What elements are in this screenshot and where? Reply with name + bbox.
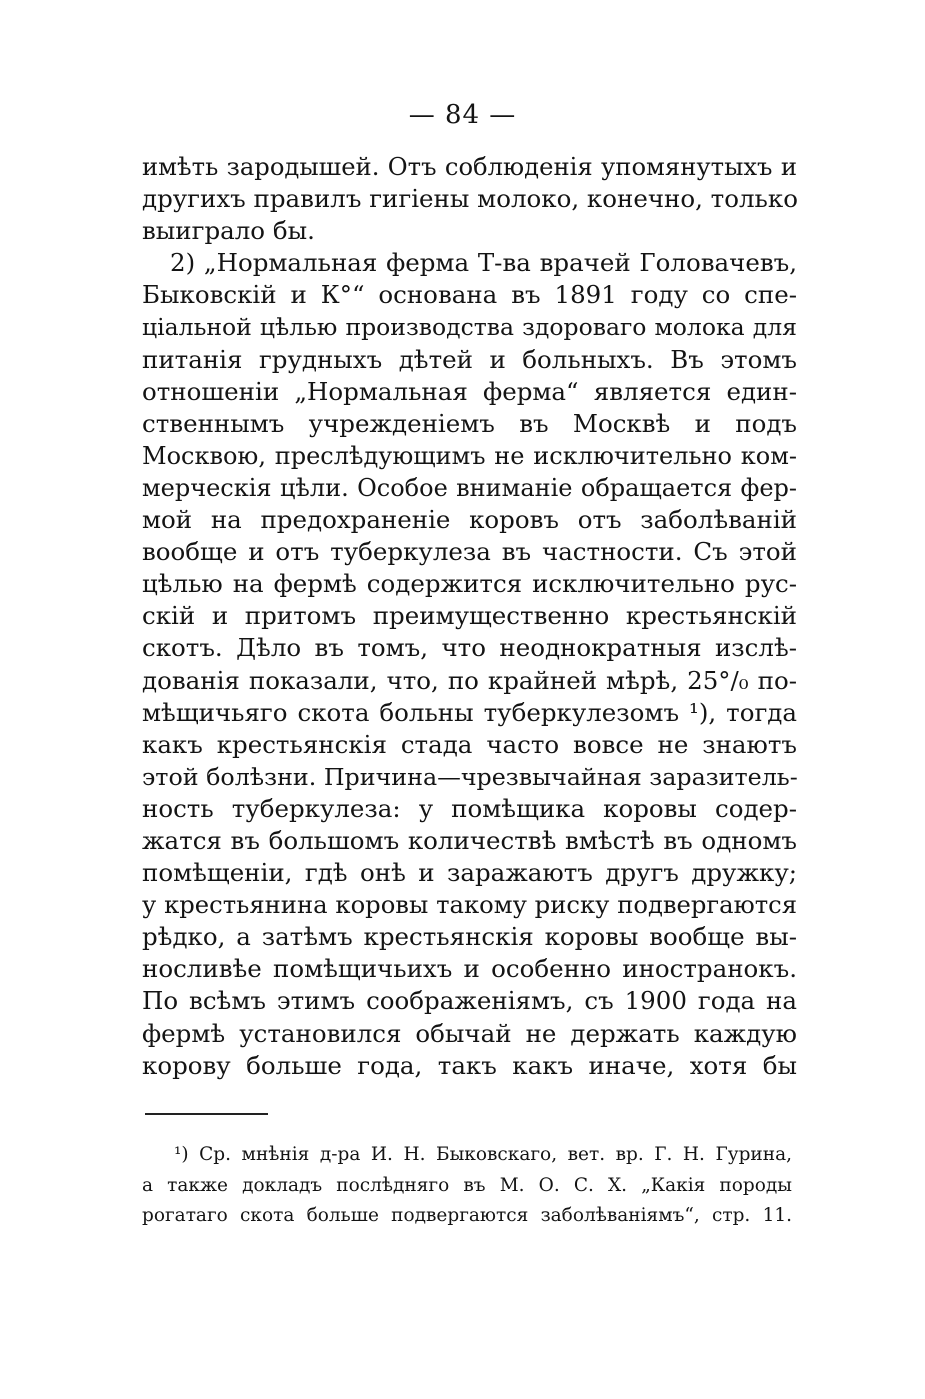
text-line: ственнымъ учрежденіемъ въ Москвѣ и подъ — [142, 408, 797, 438]
footnote-line: а также докладъ послѣдняго въ М. О. С. Х. „Какія породы — [142, 1174, 792, 1196]
text-line: Быковскій и К°“ основана въ 1891 году со спе- — [142, 280, 797, 310]
text-line: выиграло бы. — [142, 216, 315, 246]
text-line: носливѣе помѣщичьихъ и особенно иностранокъ. — [142, 954, 797, 984]
text-line: цѣлью на фермѣ содержится исключительно рус- — [142, 569, 797, 599]
text-line: 2) „Нормальная ферма Т-ва врачей Головачевъ, — [170, 248, 797, 278]
text-line: мой на предохраненіе коровъ отъ заболѣваній — [142, 505, 797, 535]
text-line: другихъ правилъ гигіены молоко, конечно, только — [142, 184, 798, 214]
text-line: скій и притомъ преимущественно крестьянскій — [142, 601, 797, 631]
text-line: фермѣ установился обычай не держать каждую — [142, 1018, 797, 1048]
text-line: мѣщичьяго скота больны туберкулезомъ ¹), тогда — [142, 697, 797, 727]
page-number: — 84 — — [408, 100, 517, 130]
footnote-divider — [145, 1113, 268, 1115]
text-line: этой болѣзни. Причина—чрезвычайная заразитель- — [142, 762, 798, 791]
footnote-line: рогатаго скота больше подвергаются заболѣваніямъ“, стр. 11. — [142, 1205, 792, 1226]
text-line: жатся въ большомъ количествѣ вмѣстѣ въ одномъ — [142, 825, 797, 855]
text-line: скотъ. Дѣло въ томъ, что неоднократныя изслѣ- — [142, 633, 797, 663]
text-line: По всѣмъ этимъ соображеніямъ, съ 1900 года на — [142, 986, 797, 1016]
text-line: рѣдко, а затѣмъ крестьянскія коровы вообще вы- — [142, 922, 797, 952]
text-line: отношеніи „Нормальная ферма“ является един- — [142, 376, 797, 406]
text-line: имѣть зародышей. Отъ соблюденія упомянутыхъ и — [142, 152, 797, 181]
text-line: питанія грудныхъ дѣтей и больныхъ. Въ этомъ — [142, 344, 797, 374]
main-text — [142, 151, 797, 1082]
text-line: помѣщеніи, гдѣ онѣ и заражаютъ другъ дружку; — [142, 858, 797, 888]
text-line: ціальной цѣлью производства здороваго молока для — [142, 313, 797, 342]
footnote — [142, 1140, 792, 1232]
footnote-line: ¹) Ср. мнѣнія д-ра И. Н. Быковскаго, вет. вр. Г. Н. Гурина, — [174, 1144, 792, 1165]
text-line: Москвою, преслѣдующимъ не исключительно ком- — [142, 441, 797, 470]
text-line: какъ крестьянскія стада часто вовсе не знаютъ — [142, 729, 797, 759]
text-line: вообще и отъ туберкулеза въ частности. Съ этой — [142, 537, 797, 567]
text-line: ность туберкулеза: у помѣщика коровы содер- — [142, 793, 797, 823]
text-line: дованія показали, что, по крайней мѣрѣ, 25°/₀ по- — [142, 665, 797, 695]
text-line: мерческія цѣли. Особое вниманіе обращается фер- — [142, 473, 797, 502]
text-line: корову больше года, такъ какъ иначе, хотя бы — [142, 1050, 797, 1080]
text-line: у крестьянина коровы такому риску подвергаются — [142, 890, 797, 920]
